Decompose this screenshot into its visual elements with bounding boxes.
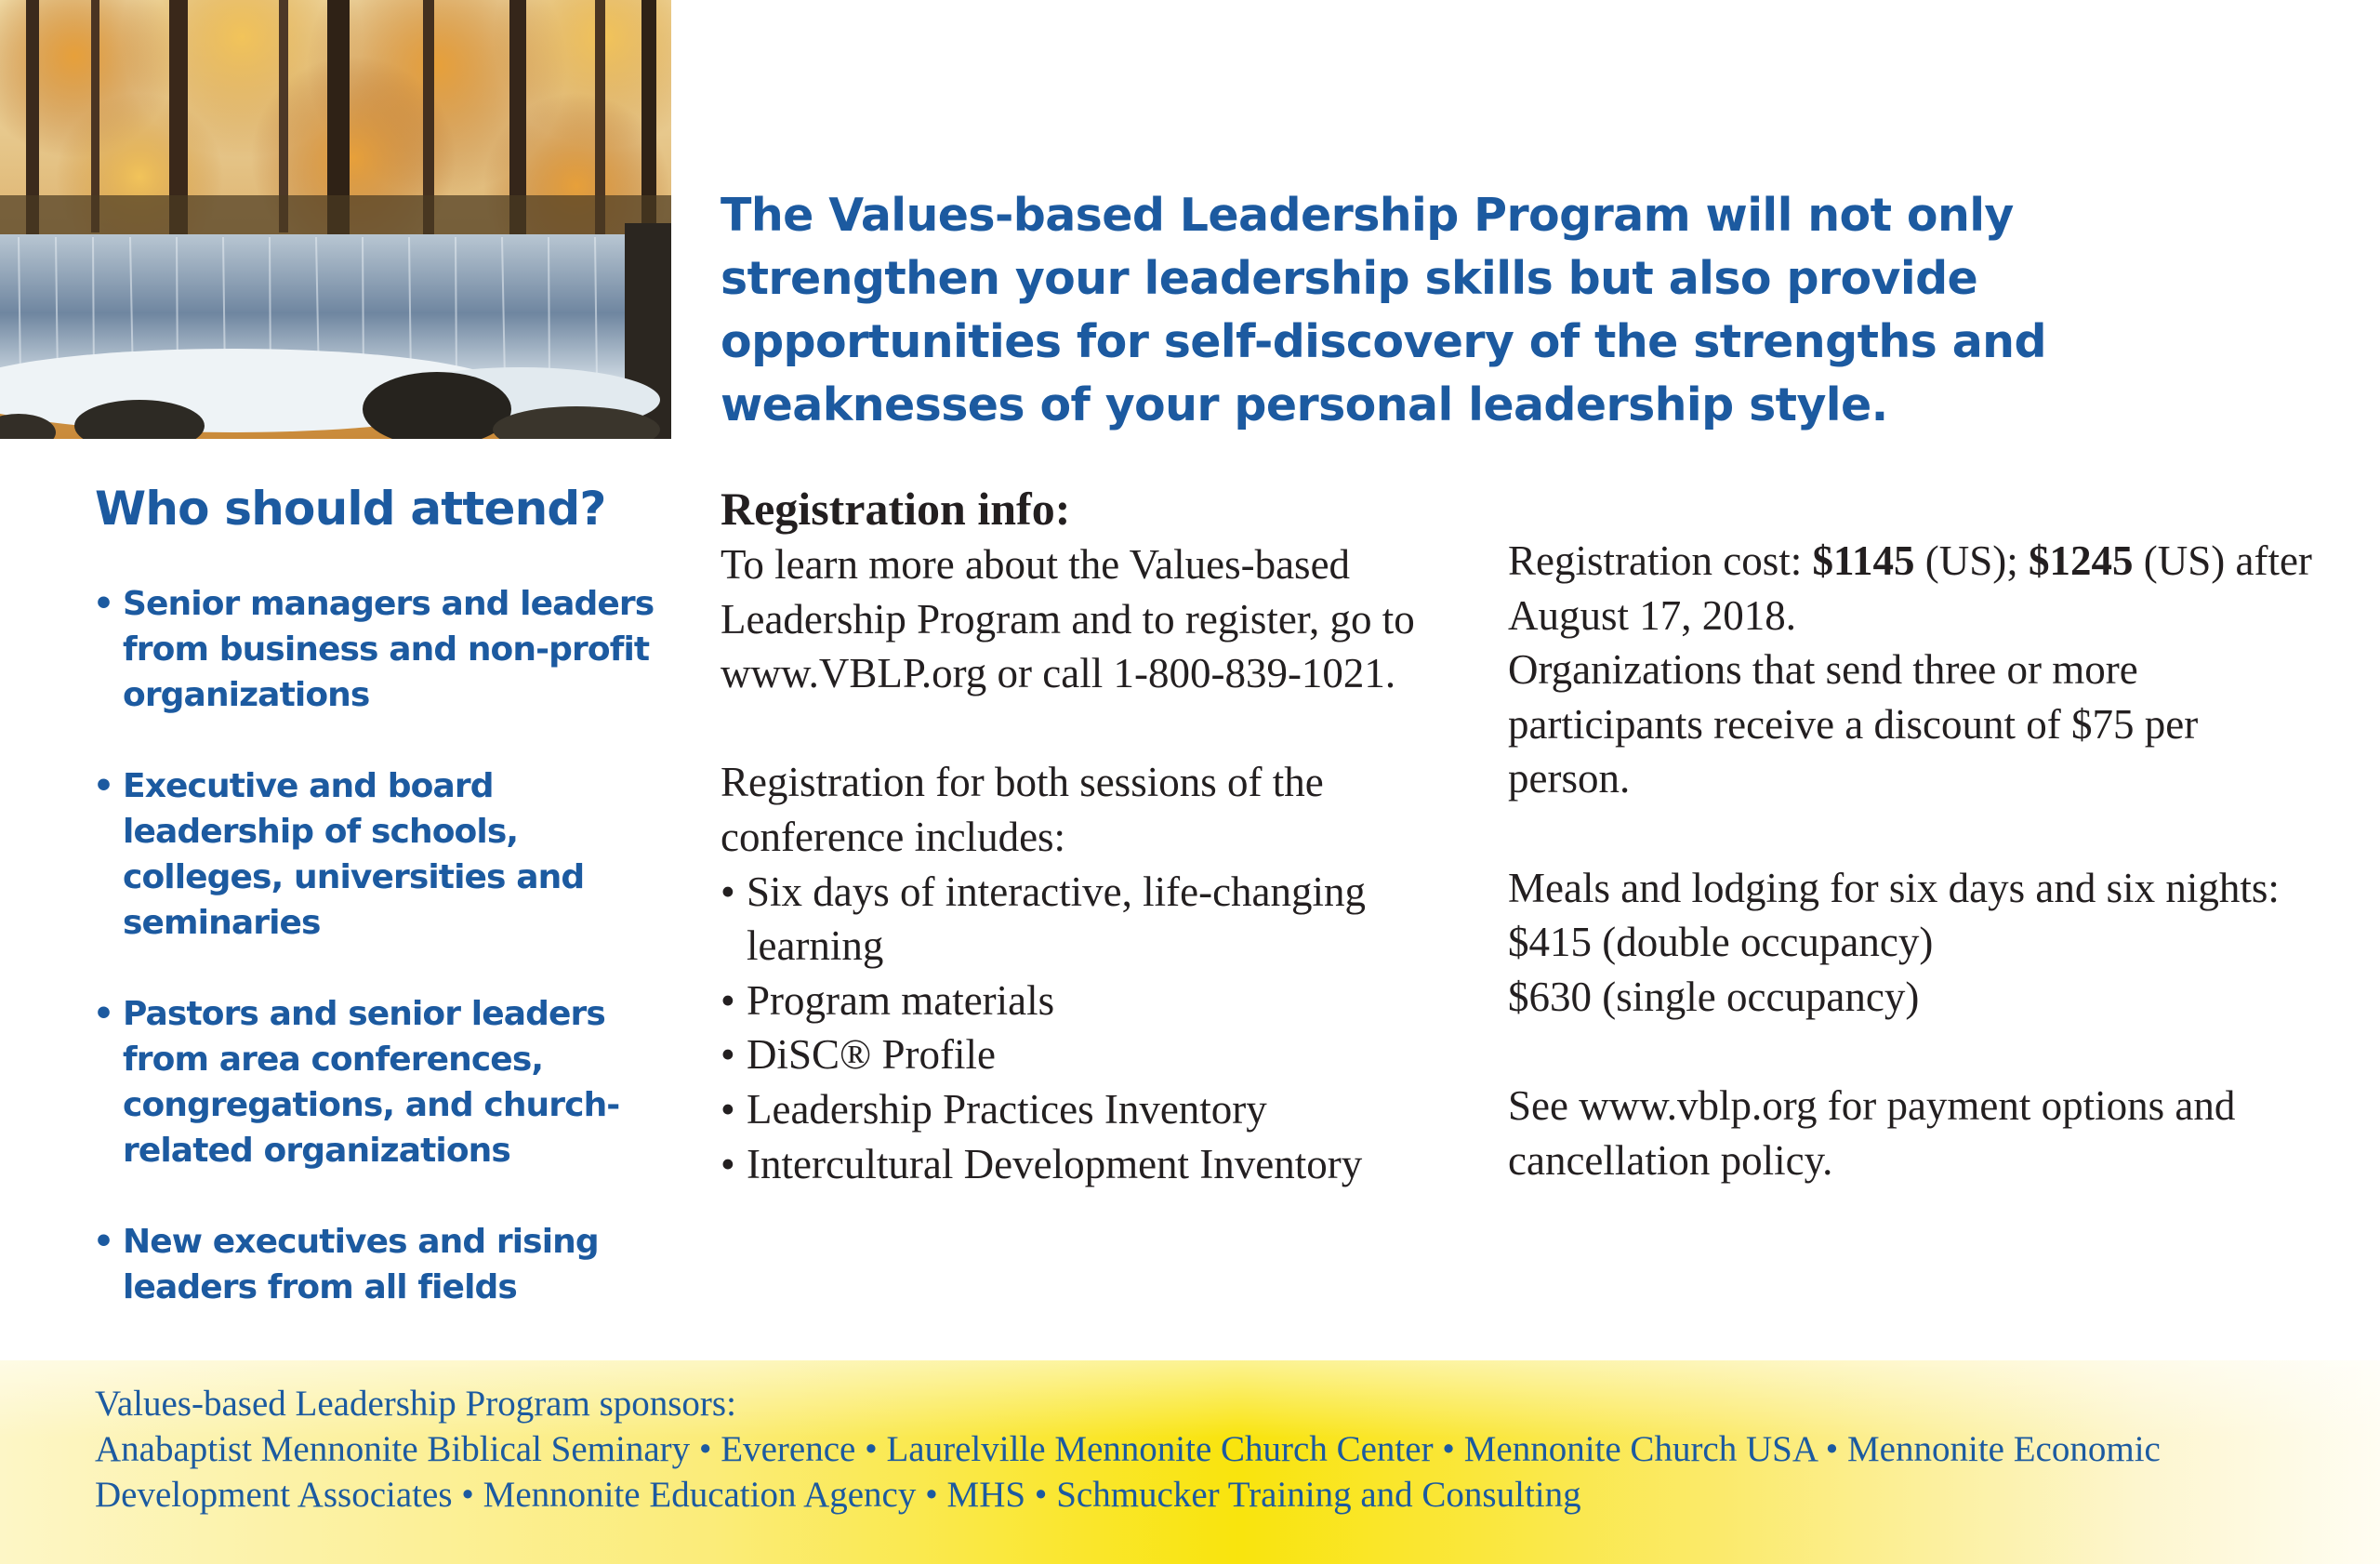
- bullet-icon: •: [721, 1085, 735, 1133]
- audience-text: New executives and rising leaders from all fields: [123, 1223, 599, 1306]
- includes-text: Program materials: [747, 976, 1055, 1024]
- includes-text: Six days of interactive, life-changing learning: [747, 868, 1367, 970]
- payment-policy-note: See www.vblp.org for payment options and cancellation policy.: [1508, 1081, 2236, 1184]
- bullet-icon: •: [721, 1140, 735, 1187]
- headline: The Values-based Leadership Program will not only strengthen your leadership skills but also provide opportunities for self-discovery of the strengths and weaknesses of your personal leadership style.: [721, 189, 2046, 431]
- includes-text: Intercultural Development Inventory: [747, 1140, 1363, 1187]
- who-should-attend-heading: Who should attend?: [95, 482, 606, 536]
- group-discount: Organizations that send three or more participants receive a discount of $75 per person.: [1508, 646, 2199, 802]
- bullet-icon: •: [93, 1223, 114, 1261]
- waterfall-photo: [0, 0, 671, 439]
- includes-item: [721, 1027, 1446, 1082]
- bullet-icon: •: [721, 868, 735, 915]
- includes-item: [721, 1082, 1446, 1137]
- audience-text: Executive and board leadership of schools, colleges, universities and seminaries: [123, 767, 585, 942]
- registration-heading: Registration info:: [721, 483, 1071, 535]
- audience-item: [93, 581, 679, 718]
- audience-item: [93, 1219, 679, 1310]
- includes-item: [721, 1137, 1446, 1192]
- single-occupancy-price: $630 (single occupancy): [1508, 973, 1920, 1020]
- includes-item: [721, 974, 1446, 1028]
- registration-column: [721, 537, 1446, 1191]
- includes-text: Leadership Practices Inventory: [747, 1085, 1267, 1133]
- cost-column: [1508, 534, 2326, 1187]
- includes-item: [721, 865, 1446, 974]
- bullet-icon: •: [721, 1031, 735, 1079]
- audience-item: [93, 763, 679, 946]
- late-price: $1245: [2029, 537, 2134, 584]
- who-should-attend-list: [93, 581, 679, 1356]
- early-suffix: (US);: [1914, 537, 2029, 584]
- audience-item: [93, 991, 679, 1173]
- cost-label: Registration cost:: [1508, 537, 1813, 584]
- includes-list: [721, 865, 1446, 1192]
- bullet-icon: •: [93, 585, 114, 623]
- audience-text: Senior managers and leaders from business and non-profit organizations: [123, 585, 654, 714]
- early-price: $1145: [1812, 537, 1915, 584]
- registration-cost: [1508, 534, 2326, 643]
- audience-text: Pastors and senior leaders from area conferences, congregations, and church-related organizations: [123, 995, 620, 1170]
- sponsors-text: [95, 1381, 2326, 1518]
- late-suffix: (US) after August 17, 2018.: [1508, 537, 2312, 639]
- includes-heading: Registration for both sessions of the conference includes:: [721, 759, 1324, 860]
- includes-text: DiSC® Profile: [747, 1031, 996, 1079]
- sponsors-list: Anabaptist Mennonite Biblical Seminary • Everence • Laurelville Mennonite Church Center • Mennonite Church USA • Mennonite Economic Development Associates • Mennonite Education Agency • MHS • Schmucker Training and Consulting: [95, 1429, 2161, 1515]
- registration-intro: To learn more about the Values-based Leadership Program and to register, go to www.VBLP.org or call 1-800-839-1021.: [721, 541, 1415, 697]
- double-occupancy-price: $415 (double occupancy): [1508, 919, 1934, 966]
- bullet-icon: •: [721, 976, 735, 1024]
- meals-heading: Meals and lodging for six days and six nights:: [1508, 864, 2280, 911]
- bullet-icon: •: [93, 767, 114, 805]
- bullet-icon: •: [93, 995, 114, 1033]
- sponsors-band: [0, 1360, 2380, 1564]
- sponsors-heading: Values-based Leadership Program sponsors:: [95, 1384, 736, 1424]
